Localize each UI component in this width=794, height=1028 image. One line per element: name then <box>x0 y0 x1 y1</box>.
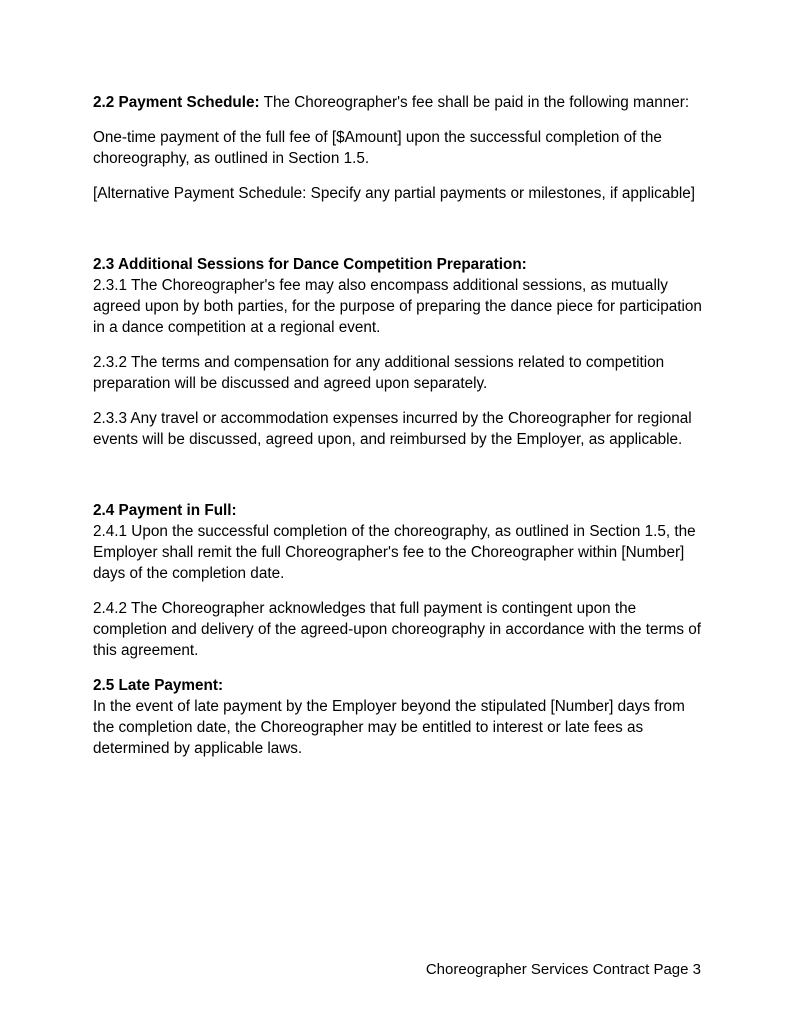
section-2-2-intro <box>93 92 705 113</box>
section-2-5-paragraph: In the event of late payment by the Employer beyond the stipulated [Number] days from the completion date, the Choreographer may be entitled to interest or late fees as determined by applicable laws. <box>93 698 685 757</box>
page-footer: Choreographer Services Contract Page 3 <box>425 961 701 978</box>
section-2-3-2: 2.3.2 The terms and compensation for any additional sessions related to competition preparation will be discussed and agreed upon separately. <box>93 354 665 392</box>
section-2-2-heading: 2.2 Payment Schedule: <box>93 94 260 111</box>
section-2-4-1: 2.4.1 Upon the successful completion of the choreography, as outlined in Section 1.5, the Employer shall remit the full Choreographer's fee to the Choreographer within [Number] days of the completion date. <box>93 523 696 582</box>
document-body <box>93 92 705 759</box>
section-2-3-3: 2.3.3 Any travel or accommodation expenses incurred by the Choreographer for regional events will be discussed, agreed upon, and reimbursed by the Employer, as applicable. <box>93 410 692 448</box>
section-2-4-heading: 2.4 Payment in Full: <box>93 502 237 519</box>
section-2-2-paragraph-1: One-time payment of the full fee of [$Amount] upon the successful completion of the choreography, as outlined in Section 1.5. <box>93 129 662 167</box>
section-2-2-paragraph-2: [Alternative Payment Schedule: Specify any partial payments or milestones, if applicable] <box>93 185 695 202</box>
section-2-2-lead: The Choreographer's fee shall be paid in the following manner: <box>259 94 690 111</box>
section-2-5-heading: 2.5 Late Payment: <box>93 677 224 694</box>
section-2-4-2: 2.4.2 The Choreographer acknowledges that full payment is contingent upon the completion and delivery of the agreed-upon choreography in accordance with the terms of this agreement. <box>93 600 701 659</box>
section-2-3-1: 2.3.1 The Choreographer's fee may also encompass additional sessions, as mutually agreed upon by both parties, for the purpose of preparing the dance piece for participation in a dance competition at a regional event. <box>93 277 702 336</box>
section-2-3-heading: 2.3 Additional Sessions for Dance Competition Preparation: <box>93 256 527 273</box>
